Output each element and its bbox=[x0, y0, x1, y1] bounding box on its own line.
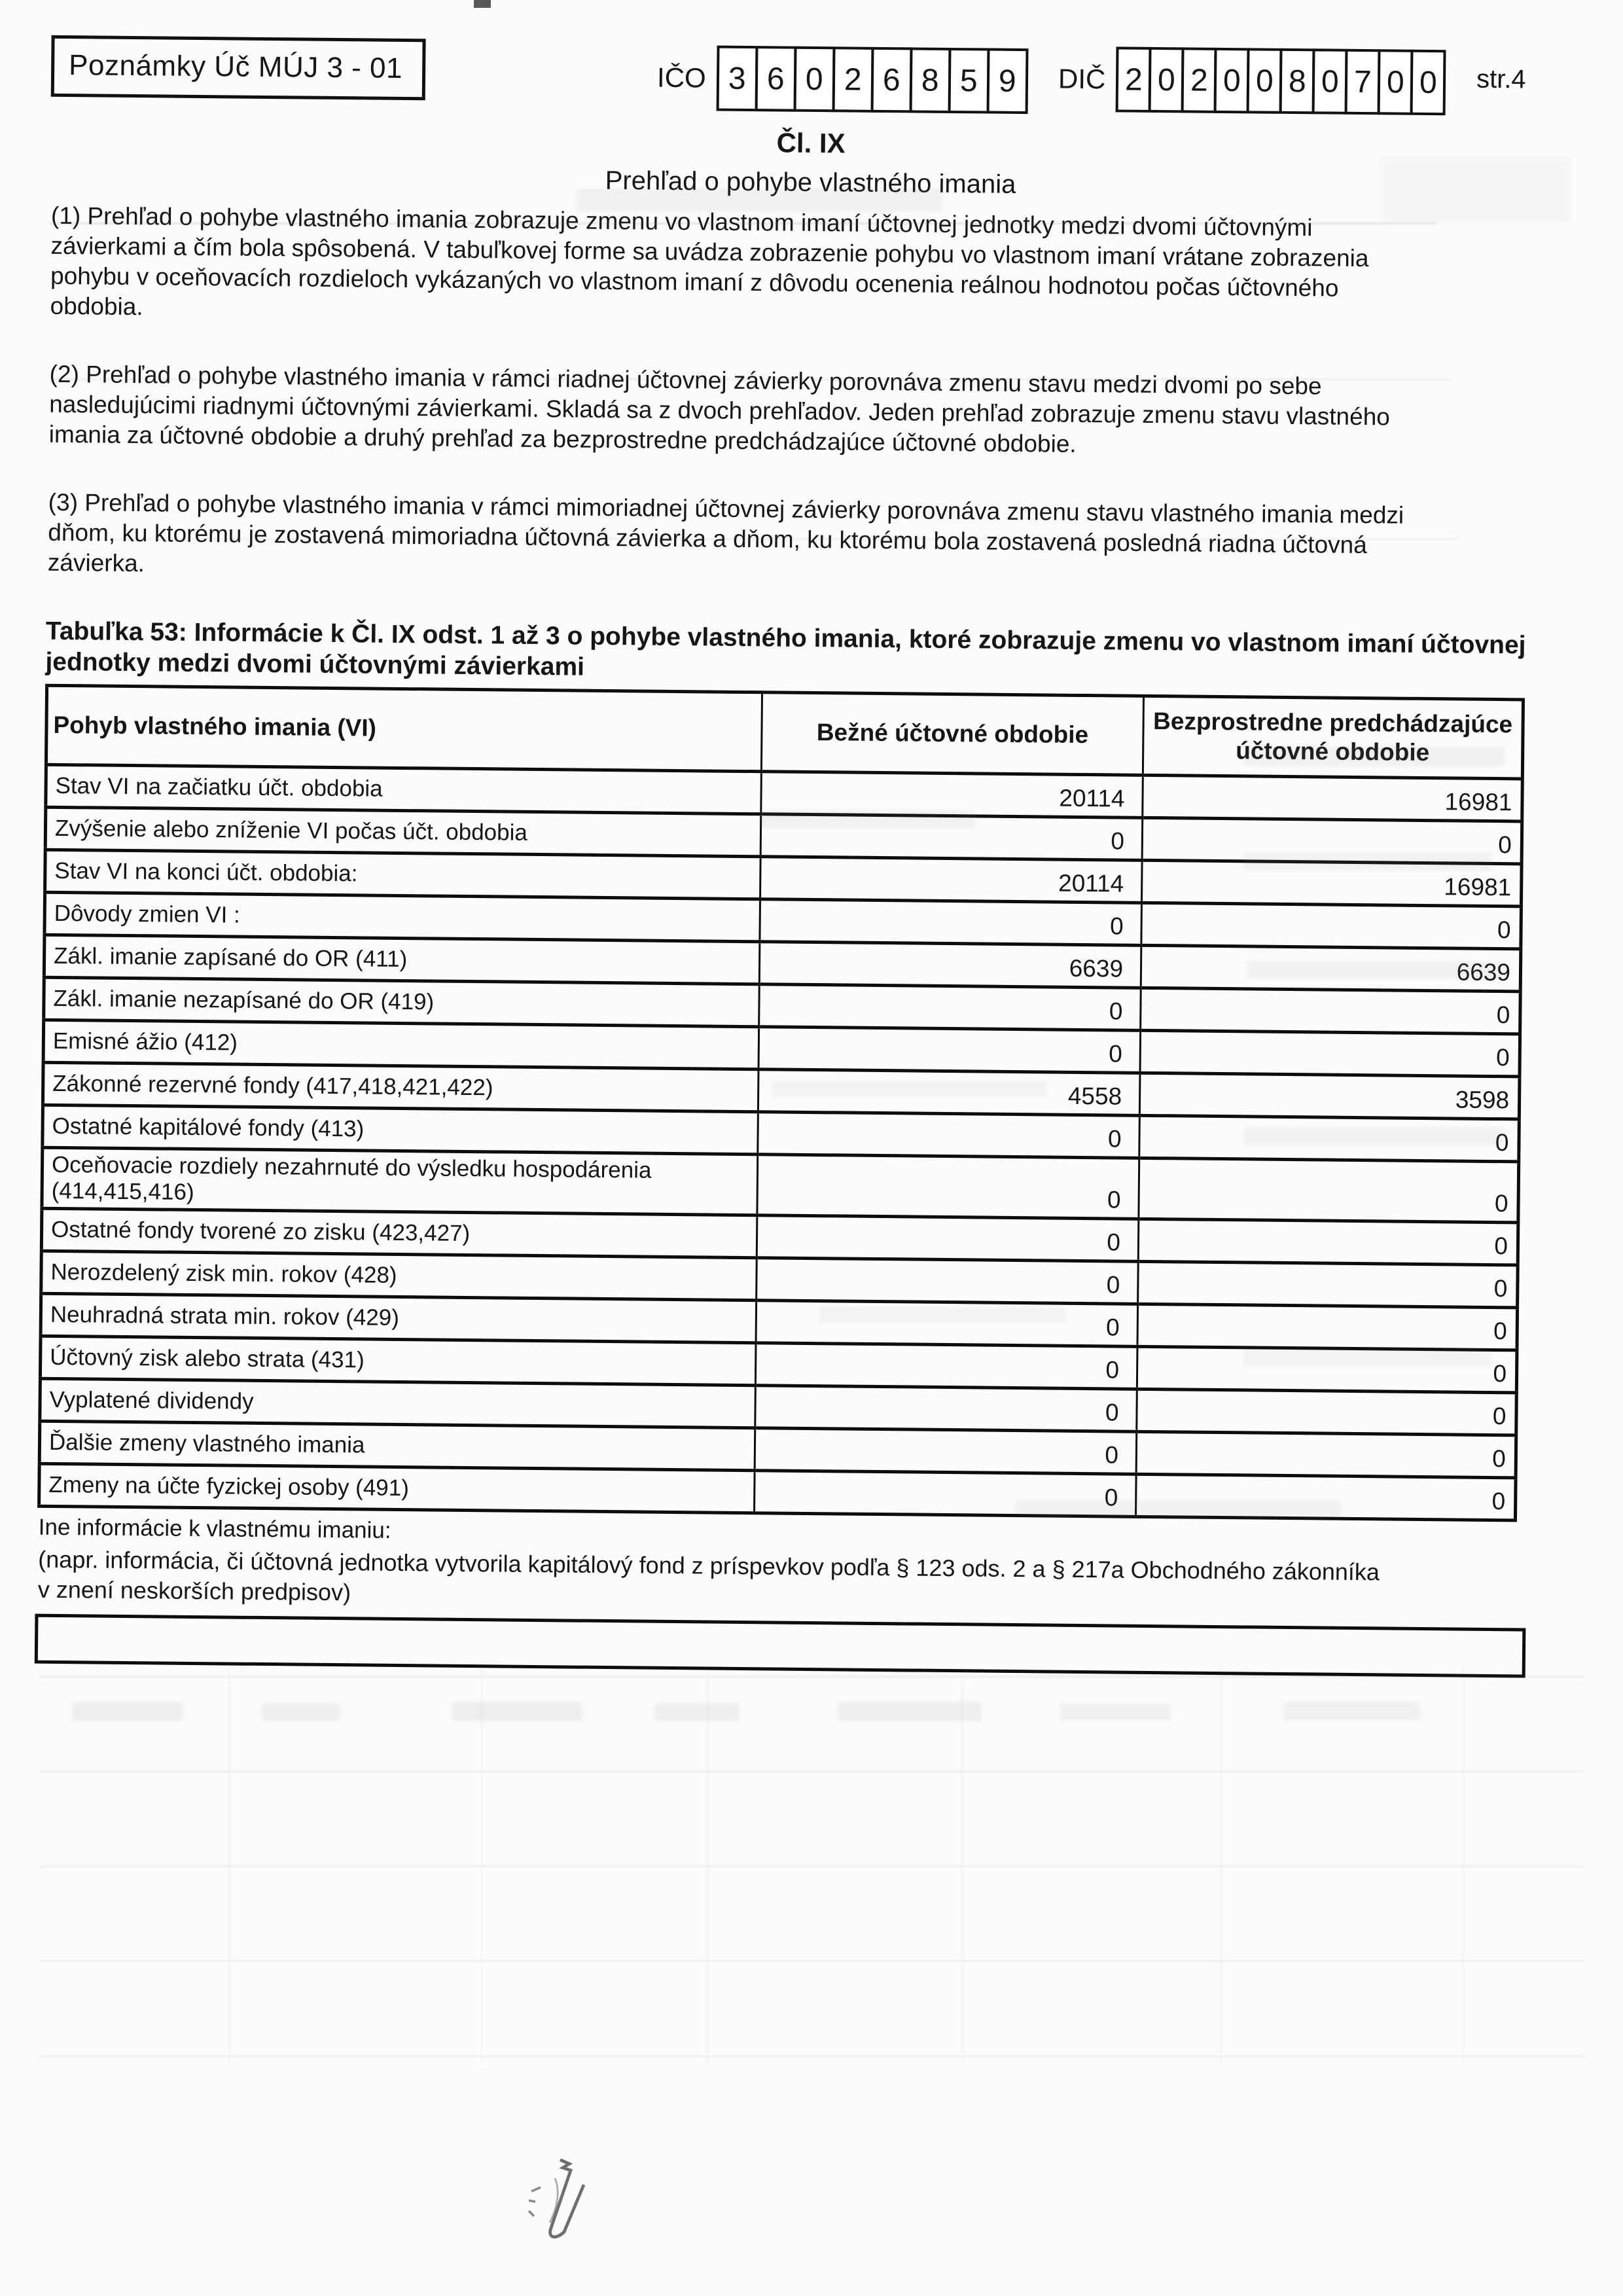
row-label: Ostatné fondy tvorené zo zisku (423,427) bbox=[41, 1208, 757, 1257]
dic-digit-cell: 2 bbox=[1181, 47, 1217, 113]
bleedthrough-gridline bbox=[707, 1666, 708, 2065]
row-previous-value: 0 bbox=[1139, 1158, 1519, 1223]
row-label: Zvýšenie alebo zníženie VI počas účt. obdobia bbox=[45, 807, 761, 856]
row-label: Neuhradná strata min. rokov (429) bbox=[41, 1293, 757, 1342]
ico-digit-cell: 8 bbox=[909, 47, 951, 113]
row-current-value: 0 bbox=[758, 1027, 1141, 1073]
row-label: Ostatné kapitálové fondy (413) bbox=[43, 1105, 758, 1154]
row-current-value: 0 bbox=[755, 1386, 1137, 1432]
form-header bbox=[46, 30, 1623, 132]
note-title: Ine informácie k vlastnému imaniu: bbox=[38, 1514, 391, 1543]
dic-digit-cell: 0 bbox=[1312, 48, 1348, 115]
row-label: Vyplatené dividendy bbox=[40, 1378, 756, 1427]
ico-digit-boxes bbox=[719, 46, 1028, 115]
dic-digit-cell: 0 bbox=[1410, 50, 1446, 116]
row-previous-value: 16981 bbox=[1143, 775, 1523, 821]
row-current-value: 0 bbox=[757, 1155, 1139, 1219]
row-label: Zákl. imanie zapísané do OR (411) bbox=[44, 935, 760, 984]
ico-digit-cell: 9 bbox=[986, 48, 1028, 115]
row-previous-value: 0 bbox=[1138, 1219, 1518, 1265]
row-previous-value: 16981 bbox=[1141, 860, 1522, 906]
dic-digit-cell: 0 bbox=[1247, 48, 1283, 114]
ico-digit-cell: 5 bbox=[948, 48, 990, 114]
paragraph-2: (2) Prehľad o pohybe vlastného imania v rámci riadnej účtovnej závierky porovnáva zmenu stavu medzi dvomi po sebe nasledujúcimi riadnymi účtovnými závierkami. Skladá sa z dvoch prehľadov. Jeden prehľad zobrazuje zmenu stavu vlastného imania za účtovné obdobie a druhý prehľad za bezprostredne predchádzajúce účtovné obdobie. bbox=[48, 360, 1391, 457]
paragraph-1: (1) Prehľad o pohybe vlastného imania zobrazuje zmenu vo vlastnom imaní účtovnej jednotky medzi dvomi účtovnými závierkami a čím bola spôsobená. V tabuľkovej forme sa uvádza zobrazenie pohybu vo vlastnom imaní vrátane zobrazenia pohybu v oceňovacích rozdieloch vykázaných vo vlastnom imaní z dôvodu ocenenia reálnou hodnotou počas účtovného obdobia. bbox=[50, 202, 1369, 321]
row-previous-value: 3598 bbox=[1139, 1073, 1520, 1119]
bleedthrough-smudge bbox=[1060, 1703, 1171, 1721]
dic-digit-cell: 7 bbox=[1345, 49, 1381, 115]
ico-label: IČO bbox=[656, 62, 706, 94]
row-current-value: 0 bbox=[758, 1112, 1140, 1158]
row-current-value: 4558 bbox=[758, 1069, 1140, 1116]
dic-digit-cell: 2 bbox=[1116, 46, 1152, 113]
paragraph-3: (3) Prehľad o pohybe vlastného imania v rámci mimoriadnej účtovnej závierky porovnáva zmenu stavu vlastného imania medzi dňom, ku ktorému je zostavená mimoriadna účtovná závierka a dňom, ku ktorému bola zostavená posledná riadna účtovná závierka. bbox=[47, 488, 1404, 577]
row-previous-value: 6639 bbox=[1141, 945, 1521, 992]
column-header-previous-period: Bezprostredne predchádzajúce účtovné obdobie bbox=[1143, 696, 1523, 779]
article-title: Prehľad o pohybe vlastného imania bbox=[605, 166, 1016, 199]
ico-digit-cell: 0 bbox=[793, 46, 835, 113]
row-previous-value: 0 bbox=[1137, 1304, 1518, 1350]
bleedthrough-gridline bbox=[962, 1666, 963, 2065]
ico-digit-cell: 6 bbox=[870, 47, 912, 113]
row-current-value: 6639 bbox=[759, 942, 1141, 988]
row-current-value: 0 bbox=[757, 1258, 1139, 1304]
row-previous-value: 0 bbox=[1135, 1474, 1516, 1520]
row-current-value: 0 bbox=[757, 1215, 1139, 1262]
row-current-value: 0 bbox=[760, 899, 1142, 946]
bleedthrough-smudge bbox=[452, 1702, 582, 1721]
ico-digit-cell: 6 bbox=[755, 46, 796, 112]
bleedthrough-smudge bbox=[654, 1703, 740, 1721]
row-current-value: 20114 bbox=[760, 857, 1143, 903]
table-caption: Tabuľka 53: Informácie k Čl. IX odst. 1 až 3 o pohybe vlastného imania, ktoré zobrazuje zmenu vo vlastnom imaní účtovnej jednotky medzi dvomi účtovnými závierkami bbox=[45, 617, 1526, 681]
row-previous-value: 0 bbox=[1139, 1115, 1520, 1162]
bleedthrough-smudge bbox=[72, 1702, 183, 1721]
row-current-value: 0 bbox=[760, 814, 1143, 861]
dic-digit-cell: 0 bbox=[1378, 49, 1414, 115]
ico-group bbox=[657, 45, 1029, 114]
dic-digit-boxes bbox=[1118, 46, 1446, 115]
table-header-row bbox=[46, 685, 1523, 779]
pen-scribble-mark bbox=[516, 2152, 607, 2250]
row-label: Účtovný zisk alebo strata (431) bbox=[40, 1336, 756, 1385]
row-previous-value: 0 bbox=[1140, 1030, 1520, 1077]
row-previous-value: 0 bbox=[1141, 988, 1521, 1034]
bleedthrough-smudge bbox=[1283, 1702, 1420, 1721]
row-previous-value: 0 bbox=[1136, 1431, 1516, 1478]
row-label: Dôvody zmien VI : bbox=[45, 892, 760, 941]
article-number: Čl. IX bbox=[776, 127, 846, 159]
row-previous-value: 0 bbox=[1137, 1346, 1517, 1393]
column-header-current-period: Bežné účtovné obdobie bbox=[761, 692, 1143, 776]
dic-group bbox=[1058, 46, 1446, 116]
dic-digit-cell: 0 bbox=[1149, 47, 1185, 113]
row-current-value: 0 bbox=[755, 1428, 1137, 1475]
form-code-box bbox=[51, 35, 426, 100]
row-label: Zákl. imanie nezapísané do OR (419) bbox=[44, 977, 760, 1026]
row-current-value: 0 bbox=[755, 1343, 1137, 1390]
ico-digit-cell: 2 bbox=[832, 46, 874, 113]
bleedthrough-gridline bbox=[481, 1666, 482, 2065]
row-current-value: 0 bbox=[755, 1471, 1137, 1517]
row-current-value: 0 bbox=[759, 984, 1141, 1031]
bleedthrough-gridline bbox=[1463, 1666, 1464, 2065]
note-body: (napr. informácia, či účtovná jednotka vytvorila kapitálový fond z príspevkov podľa § 123 ods. 2 a § 217a Obchodného zákonníka v znení neskorších predpisov) bbox=[37, 1545, 1380, 1606]
bleedthrough-gridline bbox=[39, 1770, 1584, 1772]
row-label: Nerozdelený zisk min. rokov (428) bbox=[41, 1251, 757, 1300]
row-previous-value: 0 bbox=[1142, 817, 1522, 864]
form-code-label: Poznámky Úč MÚJ 3 - 01 bbox=[68, 49, 403, 84]
bleedthrough-smudge bbox=[262, 1703, 340, 1721]
row-label: Emisné ážio (412) bbox=[43, 1020, 759, 1069]
row-previous-value: 0 bbox=[1137, 1389, 1517, 1435]
row-label: Oceňovacie rozdiely nezahrnuté do výsledku hospodárenia (414,415,416) bbox=[42, 1147, 758, 1215]
bleedthrough-smudge bbox=[838, 1702, 982, 1721]
column-header-movement: Pohyb vlastného imania (VI) bbox=[46, 685, 762, 771]
bleedthrough-gridline bbox=[229, 1666, 230, 2065]
dic-digit-cell: 8 bbox=[1279, 48, 1315, 115]
equity-movement-table bbox=[37, 684, 1525, 1522]
row-label: Zmeny na účte fyzickej osoby (491) bbox=[39, 1463, 755, 1513]
row-label: Stav VI na konci účt. obdobia: bbox=[45, 850, 761, 899]
row-label: Zákonné rezervné fondy (417,418,421,422) bbox=[43, 1062, 758, 1111]
dic-label: DIČ bbox=[1058, 63, 1106, 95]
row-current-value: 0 bbox=[756, 1300, 1138, 1347]
page-number: str.4 bbox=[1476, 64, 1526, 94]
bleedthrough-gridline bbox=[39, 1960, 1584, 1962]
row-label: Stav VI na začiatku účt. obdobia bbox=[46, 764, 762, 814]
bleedthrough-gridline bbox=[1221, 1666, 1222, 2065]
row-label: Ďalšie zmeny vlastného imania bbox=[39, 1421, 755, 1470]
free-text-box bbox=[35, 1614, 1526, 1678]
ico-digit-cell: 3 bbox=[716, 46, 758, 112]
bleedthrough-gridline bbox=[39, 1865, 1584, 1867]
row-previous-value: 0 bbox=[1141, 903, 1522, 949]
bleedthrough-gridline bbox=[39, 2055, 1584, 2057]
dic-digit-cell: 0 bbox=[1214, 48, 1250, 114]
row-previous-value: 0 bbox=[1138, 1261, 1518, 1308]
row-current-value: 20114 bbox=[761, 772, 1143, 818]
